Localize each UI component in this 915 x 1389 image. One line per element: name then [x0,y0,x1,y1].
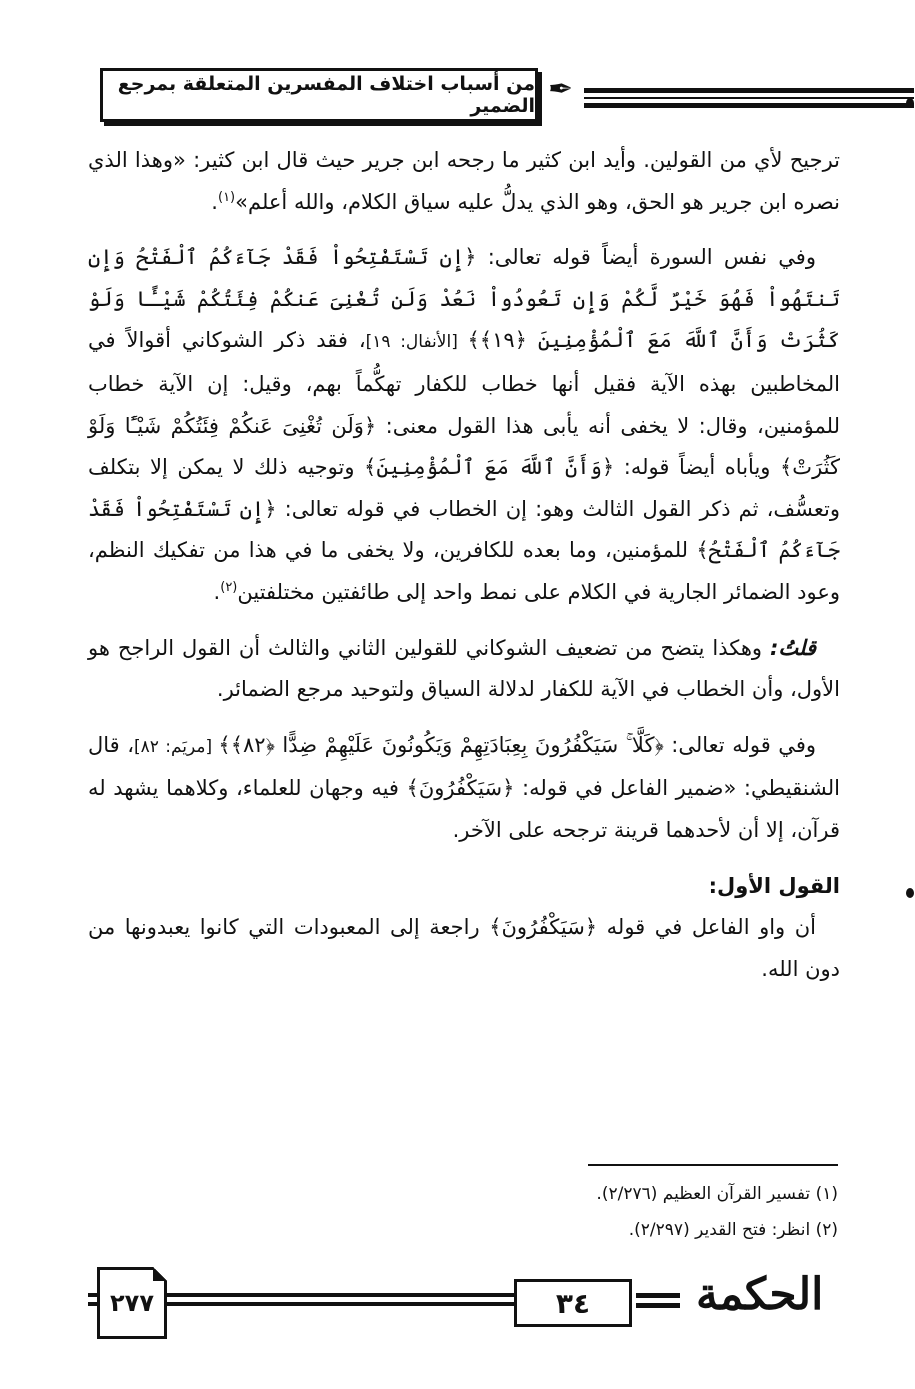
quran-verse: ﴿سَيَكْفُرُونَ﴾ [406,776,515,801]
quran-verse: ﴿إِن تَسْتَفْتِحُواْ فَقَدْ جَآءَكُمُ ٱلْفَتْحُ﴾ [88,496,841,563]
footnote-2: (٢) انظر: فتح القدير (٢/٢٩٧). [628,1220,838,1240]
paragraph-4: وفي قوله تعالى: ﴿كَلَّا ۚ سَيَكْفُرُونَ بِعِبَادَتِهِمْ وَيَكُونُونَ عَلَيْهِمْ ضِدًّا ﴿٨٢﴾﴾ [مريَم: ٨٢]، قال الشنقيطي: «ضمير الفاعل في قوله: ﴿سَيَكْفُرُونَ﴾ فيه وجهان للعلماء، وكلاهما يشهد له قرآن، إلا أن لأحدهما قرينة ترجحه على الآخر. [88,732,840,842]
issue-number: ٣٤ [514,1279,632,1327]
footnote-separator [588,1164,838,1166]
header-title: من أسباب اختلاف المفسرين المتعلقة بمرجع الضمير [117,73,535,117]
quran-verse: ﴿إِن تَسْتَفْتِحُواْ فَقَدْ جَآءَكُمُ ٱلْفَتْحُ وَإِن تَنتَهُواْ فَهُوَ خَيْرٌ لَّكُمْ وَإِن تَعُودُواْ نَعُدْ وَلَن تُغْنِىَ عَنكُمْ فِئَتُكُمْ شَيْـًٔا وَلَوْ كَثُرَتْ وَأَنَّ ٱللَّهَ مَعَ ٱلْمُؤْمِنِينَ ﴿١٩﴾﴾ [88,245,840,353]
magazine-logo: الحكمة [696,1269,824,1320]
quran-verse: ﴿سَيَكْفُرُونَ﴾ [489,915,598,940]
page-number: ٢٧٧ [97,1267,167,1339]
page-header [100,62,915,124]
footer-rule [164,1302,516,1306]
quran-verse: ﴿وَلَن تُغْنِىَ عَنكُمْ فِئَتُكُمْ شَيْـًٔا وَلَوْ كَثُرَتْ﴾ [88,413,840,480]
footer-rule [636,1303,680,1308]
section-heading: القول الأول: [708,873,840,898]
paragraph-2: وفي نفس السورة أيضاً قوله تعالى: ﴿إِن تَسْتَفْتِحُواْ فَقَدْ جَآءَكُمُ ٱلْفَتْحُ وَإِن تَنتَهُواْ فَهُوَ خَيْرٌ لَّكُمْ وَإِن تَعُودُواْ نَعُدْ وَلَن تُغْنِىَ عَنكُمْ فِئَتُكُمْ شَيْـًٔا وَلَوْ كَثُرَتْ وَأَنَّ ٱللَّهَ مَعَ ٱلْمُؤْمِنِينَ ﴿١٩﴾﴾ [الأنفال: ١٩]، فقد ذكر الشوكاني أقوالاً في المخاطبين بهذه الآية فقيل أنها خطاب للكفار تهكُّماً بهم، وقيل: إن الآية خطاب للمؤمنين، وقال: لا يخفى أنه يأبى هذا القول معنى: ﴿وَلَن تُغْنِىَ عَنكُمْ فِئَتُكُمْ شَيْـًٔا وَلَوْ كَثُرَتْ﴾ ويأباه أيضاً قوله: ﴿وَأَنَّ ٱللَّهَ مَعَ ٱلْمُؤْمِنِينَ﴾ وتوجيه ذلك لا يمكن إلا بتكلف وتعسُّف، ثم ذكر القول الثالث وهو: إن الخطاب في قوله تعالى: ﴿إِن تَسْتَفْتِحُواْ فَقَدْ جَآءَكُمُ ٱلْفَتْحُ﴾ للمؤمنين، وما بعده للكافرين، ولا يخفى ما في هذا من تفكيك النظم، وعود الضمائر الجارية في الكلام على نمط واحد إلى طائفتين مختلفتين$^{(٢)}$. [88,245,841,604]
header-rule [584,88,914,93]
footnote-ref-1[interactable]: (١) [217,189,236,205]
footnotes [420,1176,838,1248]
body-text [88,140,840,1004]
header-title-box [100,68,538,122]
verse-reference: [مريَم: ٨٢] [134,736,219,757]
quran-verse: ﴿كَلَّا ۚ سَيَكْفُرُونَ بِعِبَادَتِهِمْ وَيَكُونُونَ عَلَيْهِمْ ضِدًّا ﴿٨٢﴾﴾ [218,732,664,757]
edge-mark [906,98,914,108]
footer-rule [164,1293,516,1297]
edge-mark [906,888,914,898]
header-rule [584,103,914,108]
paragraph-5: أن واو الفاعل في قوله ﴿سَيَكْفُرُونَ﴾ راجعة إلى المعبودات التي كانوا يعبدونها من دون الله. [88,915,840,981]
qultu-label: قلتُ: [769,635,816,660]
header-rule [584,97,914,99]
page-footer [0,1255,915,1335]
quran-verse: ﴿وَأَنَّ ٱللَّهَ مَعَ ٱلْمُؤْمِنِينَ﴾ [364,455,615,480]
footnote-1: (١) تفسير القرآن العظيم (٢/٢٧٦). [596,1184,838,1204]
footer-rule [636,1293,680,1298]
paragraph-1: ترجيح لأي من القولين. وأيد ابن كثير ما رجحه ابن جرير حيث قال ابن كثير: «وهذا الذي نصره ابن جرير هو الحق، وهو الذي يدلُّ عليه سياق الكلام، والله أعلم»$^{(١)}$. [88,148,840,214]
pen-nib-icon: ✒ [548,72,574,107]
footnote-ref-2[interactable]: (٢) [220,579,238,595]
paragraph-3: قلتُ: وهكذا يتضح من تضعيف الشوكاني للقولين الثاني والثالث أن القول الراجح هو الأول، وأن الخطاب في الآية للكفار لدلالة السياق ولتوحيد مرجع الضمائر. [88,635,840,702]
verse-reference: [الأنفال: ١٩] [365,332,468,353]
